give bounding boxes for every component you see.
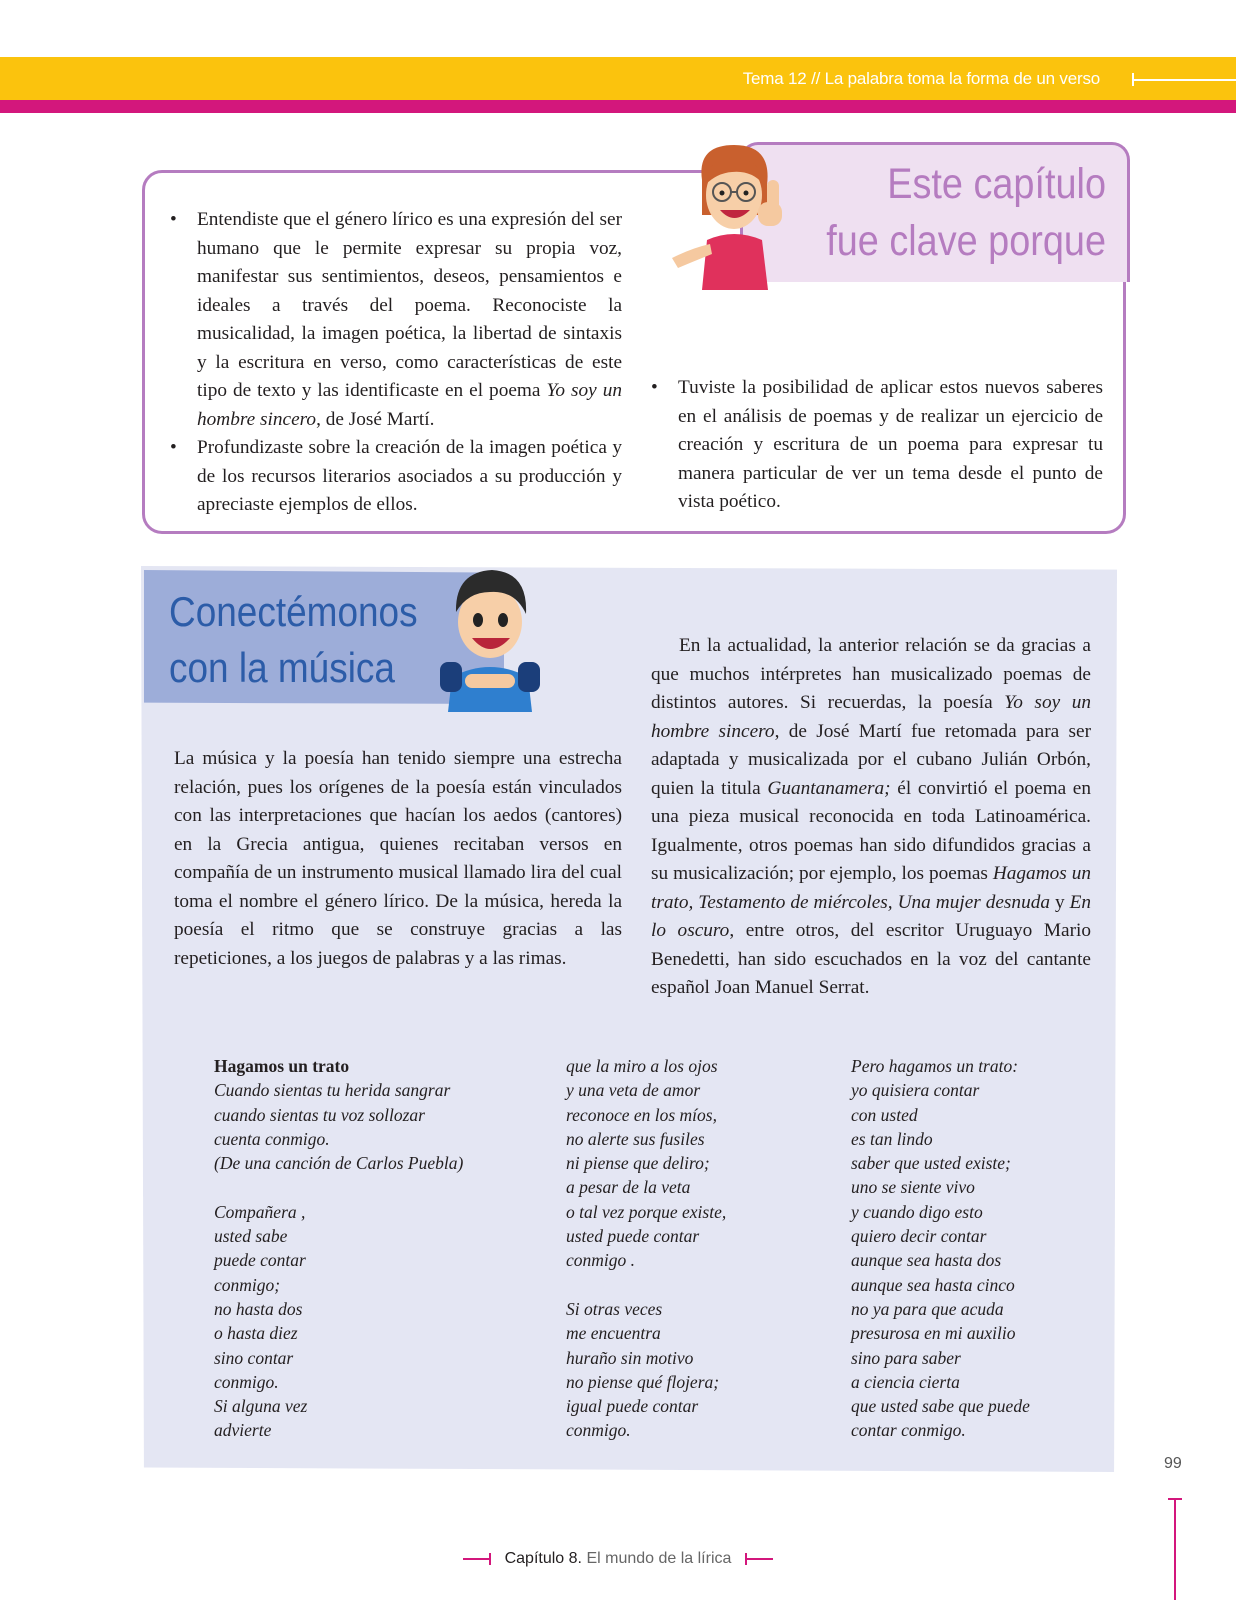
poem-line: es tan lindo	[851, 1128, 933, 1149]
poem-line: saber que usted existe;	[851, 1153, 1011, 1174]
summary-right-list	[651, 374, 1103, 517]
poem-line: Si otras veces	[566, 1298, 663, 1319]
poem-line: no ya para que acuda	[851, 1298, 1004, 1319]
boy-illustration	[440, 562, 540, 712]
poem-line: Si alguna vez	[214, 1396, 308, 1417]
summary-item-3: • Tuviste la posibilidad de aplicar estos nuevos saberes en el análisis de poemas y de realizar un ejercicio de creación y escritura de un poema para expresar tu manera particular de ver un tema desde el punto de vista poético.	[651, 374, 1103, 517]
poem-line: y cuando digo esto	[851, 1201, 983, 1222]
poem-line: que la miro a los ojos	[566, 1056, 718, 1076]
poem-line: cuando sientas tu voz sollozar	[214, 1104, 425, 1125]
poem-line: yo quisiera contar	[851, 1080, 980, 1101]
poem-line: o hasta diez	[214, 1323, 298, 1344]
footer-chapter-title: El mundo de la lírica	[586, 1550, 732, 1567]
summary-title	[789, 156, 1106, 270]
summary-title-line-2: fue clave porque	[826, 217, 1106, 265]
poem-line: no hasta dos	[214, 1298, 303, 1319]
poem-column-1	[214, 1054, 463, 1443]
poem-line: (De una canción de Carlos Puebla)	[214, 1153, 464, 1174]
header-magenta-band	[0, 100, 1236, 113]
poem-line: puede contar	[214, 1250, 306, 1271]
page-number-rule	[1174, 1498, 1176, 1600]
poem-line: ni piense que deliro;	[566, 1153, 710, 1174]
poem-line: y una veta de amor	[566, 1080, 701, 1101]
poem-line: conmigo;	[214, 1274, 281, 1295]
girl-illustration	[672, 140, 797, 290]
poem-line: usted puede contar	[566, 1226, 700, 1247]
poem-line: aunque sea hasta cinco	[851, 1274, 1015, 1295]
poem-line: Pero hagamos un trato:	[851, 1056, 1019, 1076]
footer-left-bar	[463, 1558, 491, 1560]
poem-lines	[214, 1078, 463, 1442]
poem-line: Compañera ,	[214, 1201, 306, 1222]
connect-paragraph-left: La música y la poesía han tenido siempre una estrecha relación, pues los orígenes de la poesía están vinculados con las interpretaciones que hacían los aedos (cantores) en la Grecia antigua, quienes recitaban versos en compañía de un instrumento musical llamado lira del cual toma el nombre el género lírico. De la música, hereda la poesía el ritmo que se construye gracias a las repeticiones, a los juegos de palabras y a las rimas.	[174, 748, 622, 969]
summary-item-1: • Entendiste que el género lírico es una expresión del ser humano que le permite expresar su propia voz, manifestar sus sentimientos, deseos, pensamientos e ideales a través del poema. Reconociste la musicalidad, la imagen poética, la libertad de sintaxis y la escritura en verso, como características de este tipo de texto y las identificaste en el poema Yo soy un hombre sincero, de José Martí.	[170, 206, 622, 434]
poem-line: o tal vez porque existe,	[566, 1201, 727, 1222]
poem-line: con usted	[851, 1104, 918, 1125]
poem-line: sino contar	[214, 1347, 294, 1368]
poem-line: a ciencia cierta	[851, 1371, 960, 1392]
poem-column-2	[566, 1054, 726, 1443]
poem-line: usted sabe	[214, 1226, 288, 1247]
poem-line: conmigo.	[566, 1420, 631, 1441]
poem-line: conmigo .	[566, 1250, 636, 1271]
poem-line: cuenta conmigo.	[214, 1128, 330, 1149]
poem-line: sino para saber	[851, 1347, 961, 1368]
connect-title	[169, 584, 418, 696]
poem-line: igual puede contar	[566, 1396, 699, 1417]
connect-title-line-1: Conectémonos	[169, 588, 418, 635]
poem-line: no alerte sus fusiles	[566, 1128, 705, 1149]
page-number: 99	[1164, 1455, 1182, 1472]
poem-line: no piense qué flojera;	[566, 1371, 720, 1392]
footer-chapter: Capítulo 8.	[504, 1550, 582, 1567]
poem-title: Hagamos un trato	[214, 1056, 350, 1076]
connect-title-line-2: con la música	[169, 644, 395, 691]
footer-right-bar	[745, 1558, 773, 1560]
header-rule	[1132, 79, 1236, 81]
poem-line: me encuentra	[566, 1323, 661, 1344]
poem-line: presurosa en mi auxilio	[851, 1323, 1016, 1344]
poem-line	[566, 1273, 726, 1297]
poem-line: contar conmigo.	[851, 1420, 966, 1441]
poem-line: reconoce en los míos,	[566, 1104, 717, 1125]
connect-paragraph-right: En la actualidad, la anterior relación se da gracias a que muchos intérpretes han musicalizado poemas de distintos autores. Si recuerdas, la poesía Yo soy un hombre sincero, de José Martí fue retomada para ser adaptada y musicalizada por el cubano Julián Orbón, quien la titula Guantanamera; él convirtió el poema en una pieza musical reconocida en toda Latinoamérica. Igualmente, otros poemas han sido difundidos gracias a su musicalización; por ejemplo, los poemas Hagamos un trato, Testamento de miércoles, Una mujer desnuda y En lo oscuro, entre otros, del escritor Uruguayo Mario Benedetti, han sido escuchados en la voz del cantante español Joan Manuel Serrat.	[651, 635, 1092, 998]
poem-line: huraño sin motivo	[566, 1347, 694, 1368]
poem-line	[214, 1175, 463, 1199]
theme-header: Tema 12 // La palabra toma la forma de un verso	[742, 69, 1100, 88]
poem-line: advierte	[214, 1420, 272, 1441]
poem-line: Cuando sientas tu herida sangrar	[214, 1080, 451, 1101]
summary-item-2: • Profundizaste sobre la creación de la imagen poética y de los recursos literarios asociados a su producción y apreciaste ejemplos de ellos.	[170, 434, 622, 520]
poem-line: conmigo.	[214, 1371, 279, 1392]
poem-line: quiero decir contar	[851, 1226, 987, 1247]
poem-line: que usted sabe que puede	[851, 1396, 1030, 1417]
summary-left-list	[170, 206, 622, 520]
page-number-rule-tick	[1168, 1498, 1182, 1500]
poem-column-3	[851, 1054, 1030, 1443]
poem-line: uno se siente vivo	[851, 1177, 975, 1198]
footer	[0, 1550, 1236, 1568]
poem-line: aunque sea hasta dos	[851, 1250, 1002, 1271]
poem-line: a pesar de la veta	[566, 1177, 691, 1198]
summary-title-line-1: Este capítulo	[887, 160, 1106, 208]
